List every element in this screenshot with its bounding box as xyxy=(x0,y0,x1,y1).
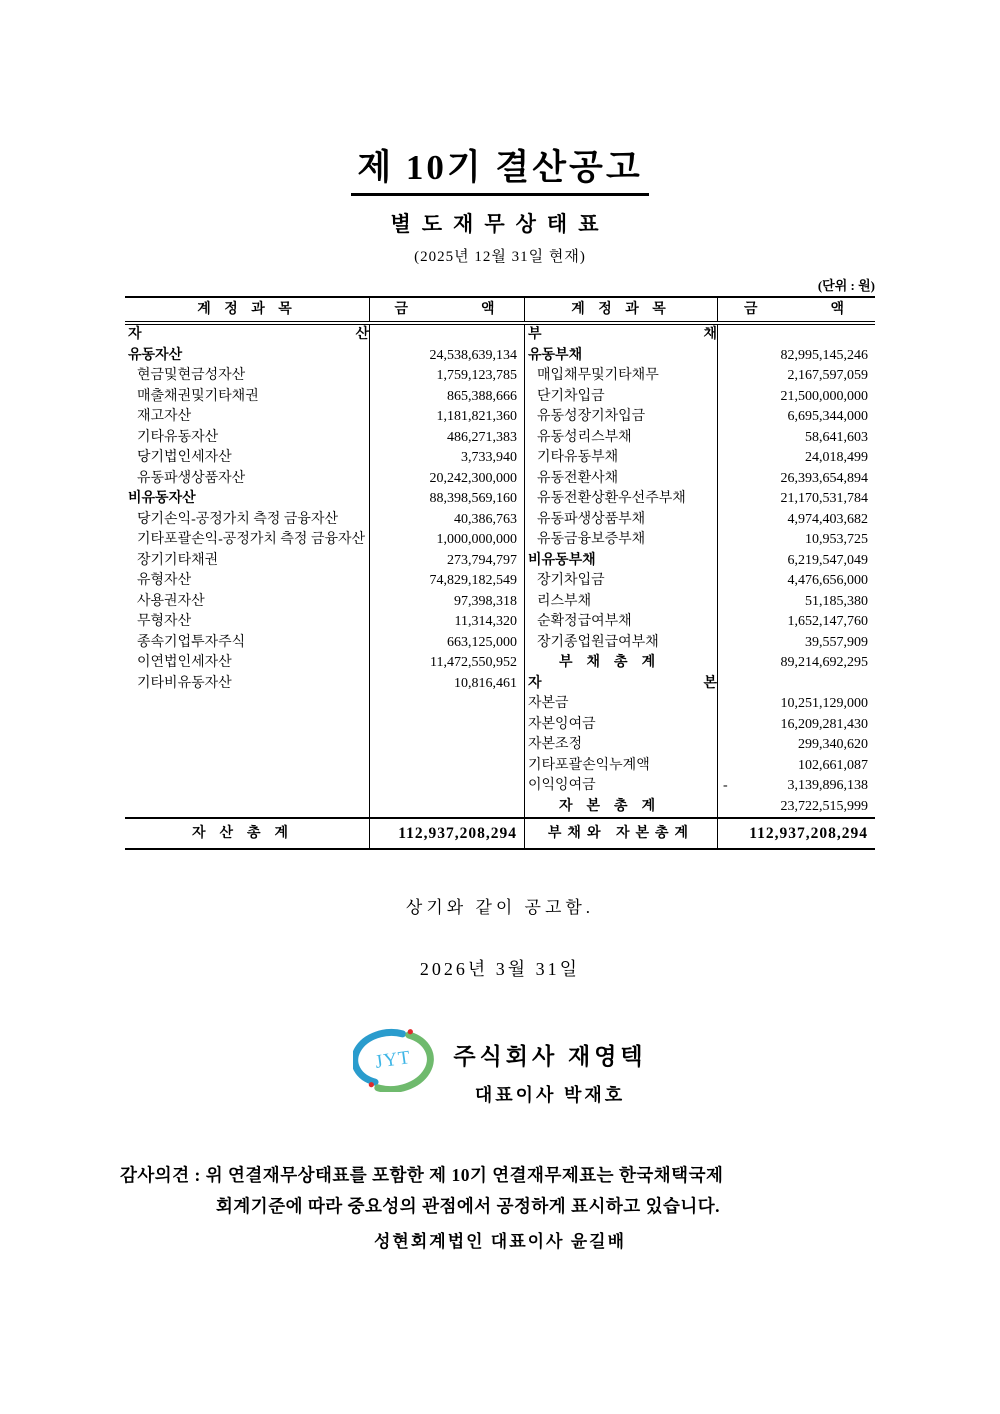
account-amount: 40,386,763 xyxy=(370,510,525,531)
account-name: 당기손익-공정가치 측정 금융자산 xyxy=(125,510,370,531)
table-row xyxy=(125,325,875,346)
table-row xyxy=(125,489,875,510)
announcement-date: 2026년 3월 31일 xyxy=(419,959,581,979)
account-name: 장기종업원급여부채 xyxy=(525,633,718,654)
account-name: 사용권자산 xyxy=(125,592,370,613)
as-of-date: (2025년 12월 31일 현재) xyxy=(414,249,586,265)
account-amount: 273,794,797 xyxy=(370,551,525,572)
table-row xyxy=(125,428,875,449)
account-amount: 1,181,821,360 xyxy=(370,407,525,428)
account-name: 당기법인세자산 xyxy=(125,448,370,469)
account-amount: 58,641,603 xyxy=(805,429,868,445)
account-amount: 21,170,531,784 xyxy=(780,491,868,506)
account-amount: 11,314,320 xyxy=(370,612,525,633)
account-name: 유동파생상품자산 xyxy=(125,469,370,490)
account-name: 비유동자산 xyxy=(125,489,370,510)
account-amount: - 3,139,896,138 xyxy=(718,776,875,797)
account-name: 종속기업투자주식 xyxy=(125,633,370,654)
auditor-name: 성현회계법인 대표이사 윤길배 xyxy=(374,1232,626,1251)
account-name: 자본총계 xyxy=(525,797,718,818)
account-amount: 10,953,725 xyxy=(805,532,868,547)
account-name: 자본금 xyxy=(525,694,718,715)
table-row xyxy=(125,756,875,777)
ceo-name: 대표이사 박재호 xyxy=(474,1085,626,1105)
account-amount: 21,500,000,000 xyxy=(780,388,868,404)
account-name: 순확정급여부채 xyxy=(525,612,718,633)
account-amount xyxy=(370,325,525,346)
company-name: 주식회사 재영텍 xyxy=(453,1044,647,1069)
header-amount-left: 금 액 xyxy=(370,298,525,321)
account-name: 리스부채 xyxy=(525,592,718,613)
account-amount: 39,557,909 xyxy=(805,634,868,650)
account-amount: 23,722,515,999 xyxy=(780,798,868,814)
table-row xyxy=(125,776,875,797)
table-row xyxy=(125,674,875,695)
account-amount: 299,340,620 xyxy=(798,737,868,752)
table-row xyxy=(125,817,875,848)
account-amount: 112,937,208,294 xyxy=(749,825,868,842)
account-name: 유동성리스부채 xyxy=(525,428,718,449)
header-account-left: 계 정 과 목 xyxy=(125,298,370,321)
account-amount: 1,759,123,785 xyxy=(370,366,525,387)
account-amount: 865,388,666 xyxy=(370,387,525,408)
account-amount: 112,937,208,294 xyxy=(370,819,525,848)
table-row xyxy=(125,633,875,654)
account-amount: 10,816,461 xyxy=(370,674,525,695)
audit-opinion-line1: 감사의견 : 위 연결재무상태표를 포함한 제 10기 연결재무제표는 한국채택국제 xyxy=(120,1165,724,1185)
account-name: 재고자산 xyxy=(125,407,370,428)
account-amount: 4,476,656,000 xyxy=(787,573,868,588)
account-name: 기타유동부채 xyxy=(525,448,718,469)
negative-sign: - xyxy=(723,778,728,793)
account-amount: 74,829,182,549 xyxy=(370,571,525,592)
account-amount xyxy=(370,715,525,736)
account-amount: 89,214,692,295 xyxy=(780,655,868,670)
table-row xyxy=(125,346,875,367)
account-amount: 11,472,550,952 xyxy=(370,653,525,674)
account-name: 부채총계 xyxy=(525,653,718,674)
account-name: 부채와 자본총계 xyxy=(525,819,718,848)
account-name: 자산총계 xyxy=(125,819,370,848)
account-name: 유동성장기차입금 xyxy=(525,407,718,428)
account-amount: 82,995,145,246 xyxy=(780,347,868,363)
account-amount: 88,398,569,160 xyxy=(370,489,525,510)
table-row xyxy=(125,571,875,592)
account-amount xyxy=(370,797,525,818)
logo-text: JYT xyxy=(374,1047,413,1073)
account-name xyxy=(125,715,370,736)
header-amount-right: 금 액 xyxy=(743,302,850,317)
account-amount: 663,125,000 xyxy=(370,633,525,654)
account-amount: 97,398,318 xyxy=(370,592,525,613)
jyt-logo-icon xyxy=(353,1028,439,1092)
account-amount xyxy=(718,325,875,346)
table-row xyxy=(125,797,875,818)
account-name: 장기기타채권 xyxy=(125,551,370,572)
account-amount: 24,018,499 xyxy=(805,450,868,465)
account-name: 자 산 xyxy=(125,325,370,346)
table-row xyxy=(125,735,875,756)
table-row xyxy=(125,469,875,490)
account-amount: 24,538,639,134 xyxy=(370,346,525,367)
table-row xyxy=(125,653,875,674)
account-amount xyxy=(370,756,525,777)
account-amount xyxy=(370,735,525,756)
account-name: 현금및현금성자산 xyxy=(125,366,370,387)
account-amount: 1,000,000,000 xyxy=(370,530,525,551)
account-name: 매출채권및기타채권 xyxy=(125,387,370,408)
account-name: 단기차입금 xyxy=(525,387,718,408)
account-name: 유동전환상환우선주부채 xyxy=(525,489,718,510)
statement-subtitle: 별도재무상태표 xyxy=(390,212,610,236)
table-row xyxy=(125,510,875,531)
table-row xyxy=(125,612,875,633)
table-row xyxy=(125,530,875,551)
account-name: 기타포괄손익누계액 xyxy=(525,756,718,777)
account-amount xyxy=(370,776,525,797)
account-amount: 6,695,344,000 xyxy=(787,409,868,424)
account-name: 유동부채 xyxy=(525,346,718,367)
account-name: 무형자산 xyxy=(125,612,370,633)
account-amount: 4,974,403,682 xyxy=(787,511,868,527)
table-row xyxy=(125,694,875,715)
account-amount: 26,393,654,894 xyxy=(780,470,868,486)
account-name: 기타유동자산 xyxy=(125,428,370,449)
company-signature xyxy=(0,1028,1000,1107)
account-name: 장기차입금 xyxy=(525,571,718,592)
account-amount: 10,251,129,000 xyxy=(780,696,868,711)
account-name xyxy=(125,776,370,797)
company-logo xyxy=(353,1028,439,1092)
account-name xyxy=(125,735,370,756)
account-name: 유동전환사채 xyxy=(525,469,718,490)
notice-text: 상기와 같이 공고함. xyxy=(405,898,595,917)
account-name: 기타포괄손익-공정가치 측정 금융자산 xyxy=(125,530,370,551)
account-amount: 3,733,940 xyxy=(370,448,525,469)
account-name: 이익잉여금 xyxy=(525,776,718,797)
audit-opinion xyxy=(120,1160,890,1222)
table-row xyxy=(125,551,875,572)
account-amount: 20,242,300,000 xyxy=(370,469,525,490)
unit-note: (단위 : 원) xyxy=(817,278,875,293)
table-row xyxy=(125,366,875,387)
account-amount: 1,652,147,760 xyxy=(787,614,868,629)
page-title xyxy=(0,140,1000,196)
account-amount: 2,167,597,059 xyxy=(787,368,868,383)
table-row xyxy=(125,407,875,428)
account-name: 유동자산 xyxy=(125,346,370,367)
account-name: 자본조정 xyxy=(525,735,718,756)
account-name: 자 본 xyxy=(525,674,718,695)
account-name xyxy=(125,694,370,715)
table-row xyxy=(125,592,875,613)
account-amount: 6,219,547,049 xyxy=(787,552,868,568)
account-amount: 16,209,281,430 xyxy=(780,716,868,732)
account-name: 기타비유동자산 xyxy=(125,674,370,695)
table-row xyxy=(125,715,875,736)
account-amount: 51,185,380 xyxy=(805,593,868,609)
account-amount xyxy=(370,694,525,715)
account-name: 이연법인세자산 xyxy=(125,653,370,674)
balance-table-body xyxy=(125,325,875,848)
header-account-right: 계 정 과 목 xyxy=(525,298,718,321)
account-name: 자본잉여금 xyxy=(525,715,718,736)
account-name: 비유동부채 xyxy=(525,551,718,572)
balance-sheet-table xyxy=(125,296,875,850)
account-amount xyxy=(718,674,875,695)
table-header-row xyxy=(125,298,875,325)
account-name xyxy=(125,797,370,818)
account-name: 유형자산 xyxy=(125,571,370,592)
page-title-text: 제 10기 결산공고 xyxy=(351,140,648,196)
account-name: 유동금융보증부채 xyxy=(525,530,718,551)
account-name: 매입채무및기타채무 xyxy=(525,366,718,387)
account-name xyxy=(125,756,370,777)
table-row xyxy=(125,387,875,408)
account-amount: 486,271,383 xyxy=(370,428,525,449)
account-amount: 102,661,087 xyxy=(798,757,868,773)
company-texts xyxy=(453,1028,646,1107)
account-name: 유동파생상품부채 xyxy=(525,510,718,531)
table-row xyxy=(125,448,875,469)
audit-opinion-line2: 회계기준에 따라 중요성의 관점에서 공정하게 표시하고 있습니다. xyxy=(216,1196,721,1216)
account-name: 부 채 xyxy=(525,325,718,346)
